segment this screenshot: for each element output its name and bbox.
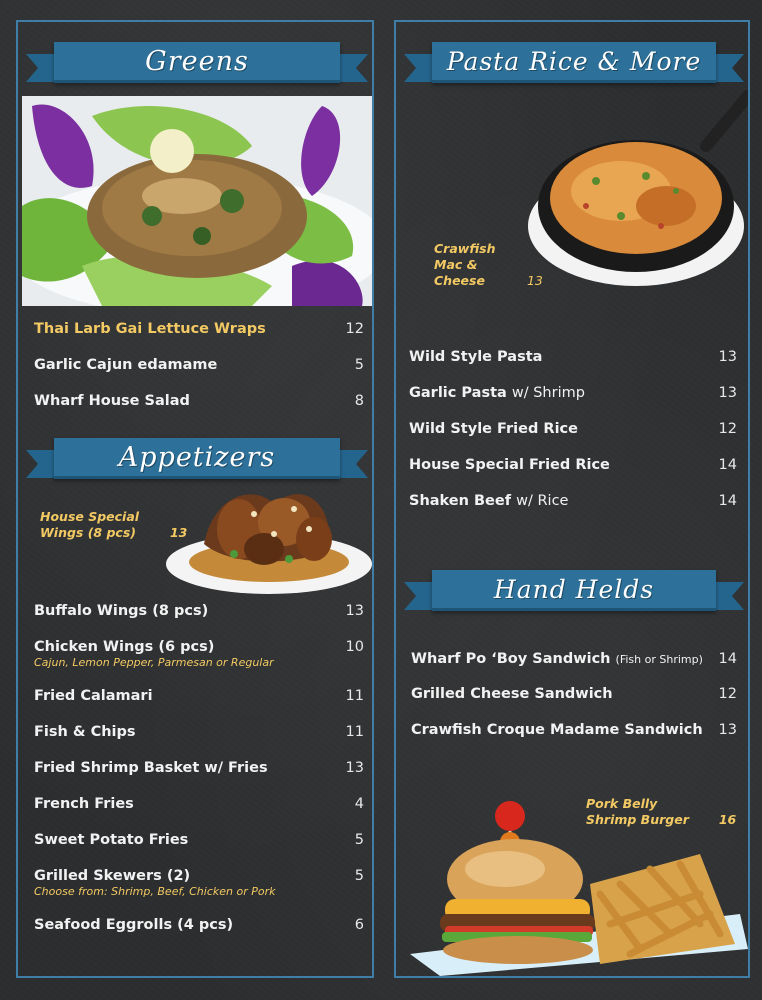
lettuce-wraps-photo <box>22 96 372 306</box>
burger-photo <box>400 774 748 976</box>
handhelds-title: Hand Helds <box>493 574 655 604</box>
appetizers-title: Appetizers <box>118 441 276 473</box>
mac-cheese-photo <box>526 86 748 292</box>
greens-banner <box>26 42 368 88</box>
right-column: Pasta Rice & More Crawfish Mac & Cheese 13 Wild Style Pasta 13 Garlic Pasta w/ Shrimp 13 Wild Style Fried Rice 12 House Special Fried Rice 14 Shaken Beef w/ Rice 14 Hand Helds Wharf Po ‘Boy Sandwich (Fish or Shrimp) 14 Grilled Cheese Sandwich 12 Crawfish Croque Madame Sandwich 13 Pork Belly Shrimp Burger 16 <box>394 20 750 978</box>
handhelds-banner <box>404 570 744 616</box>
featured-burger-label: Pork Belly Shrimp Burger 16 <box>586 796 737 827</box>
featured-mac-label: Crawfish Mac & Cheese 13 <box>434 241 543 288</box>
left-column: Greens Thai Larb Gai Lettuce Wraps 12 Garlic Cajun edamame 5 Wharf House Salad 8 Appetizers House Special Wings (8 pcs) 13 Buffalo Wings (8 pcs) 13 Chicken Wings (6 pcs) 10 Cajun, Lemon Pepper, Parmesan or Regular Fried Calamari 11 Fish & Chips 11 Fried Shrimp Basket w/ Fries 13 French Fries 4 Sweet Potato Fries 5 Grilled Skewers (2) 5 Choose from: Shrimp, Beef, Chicken or Pork Seafood Eggrolls (4 pcs) 6 <box>16 20 374 978</box>
featured-wings-label: House Special Wings (8 pcs) 13 <box>40 509 188 540</box>
pasta-banner <box>404 42 744 88</box>
pasta-title: Pasta Rice & More <box>446 46 702 76</box>
greens-title: Greens <box>145 45 249 77</box>
wings-photo <box>164 474 374 598</box>
